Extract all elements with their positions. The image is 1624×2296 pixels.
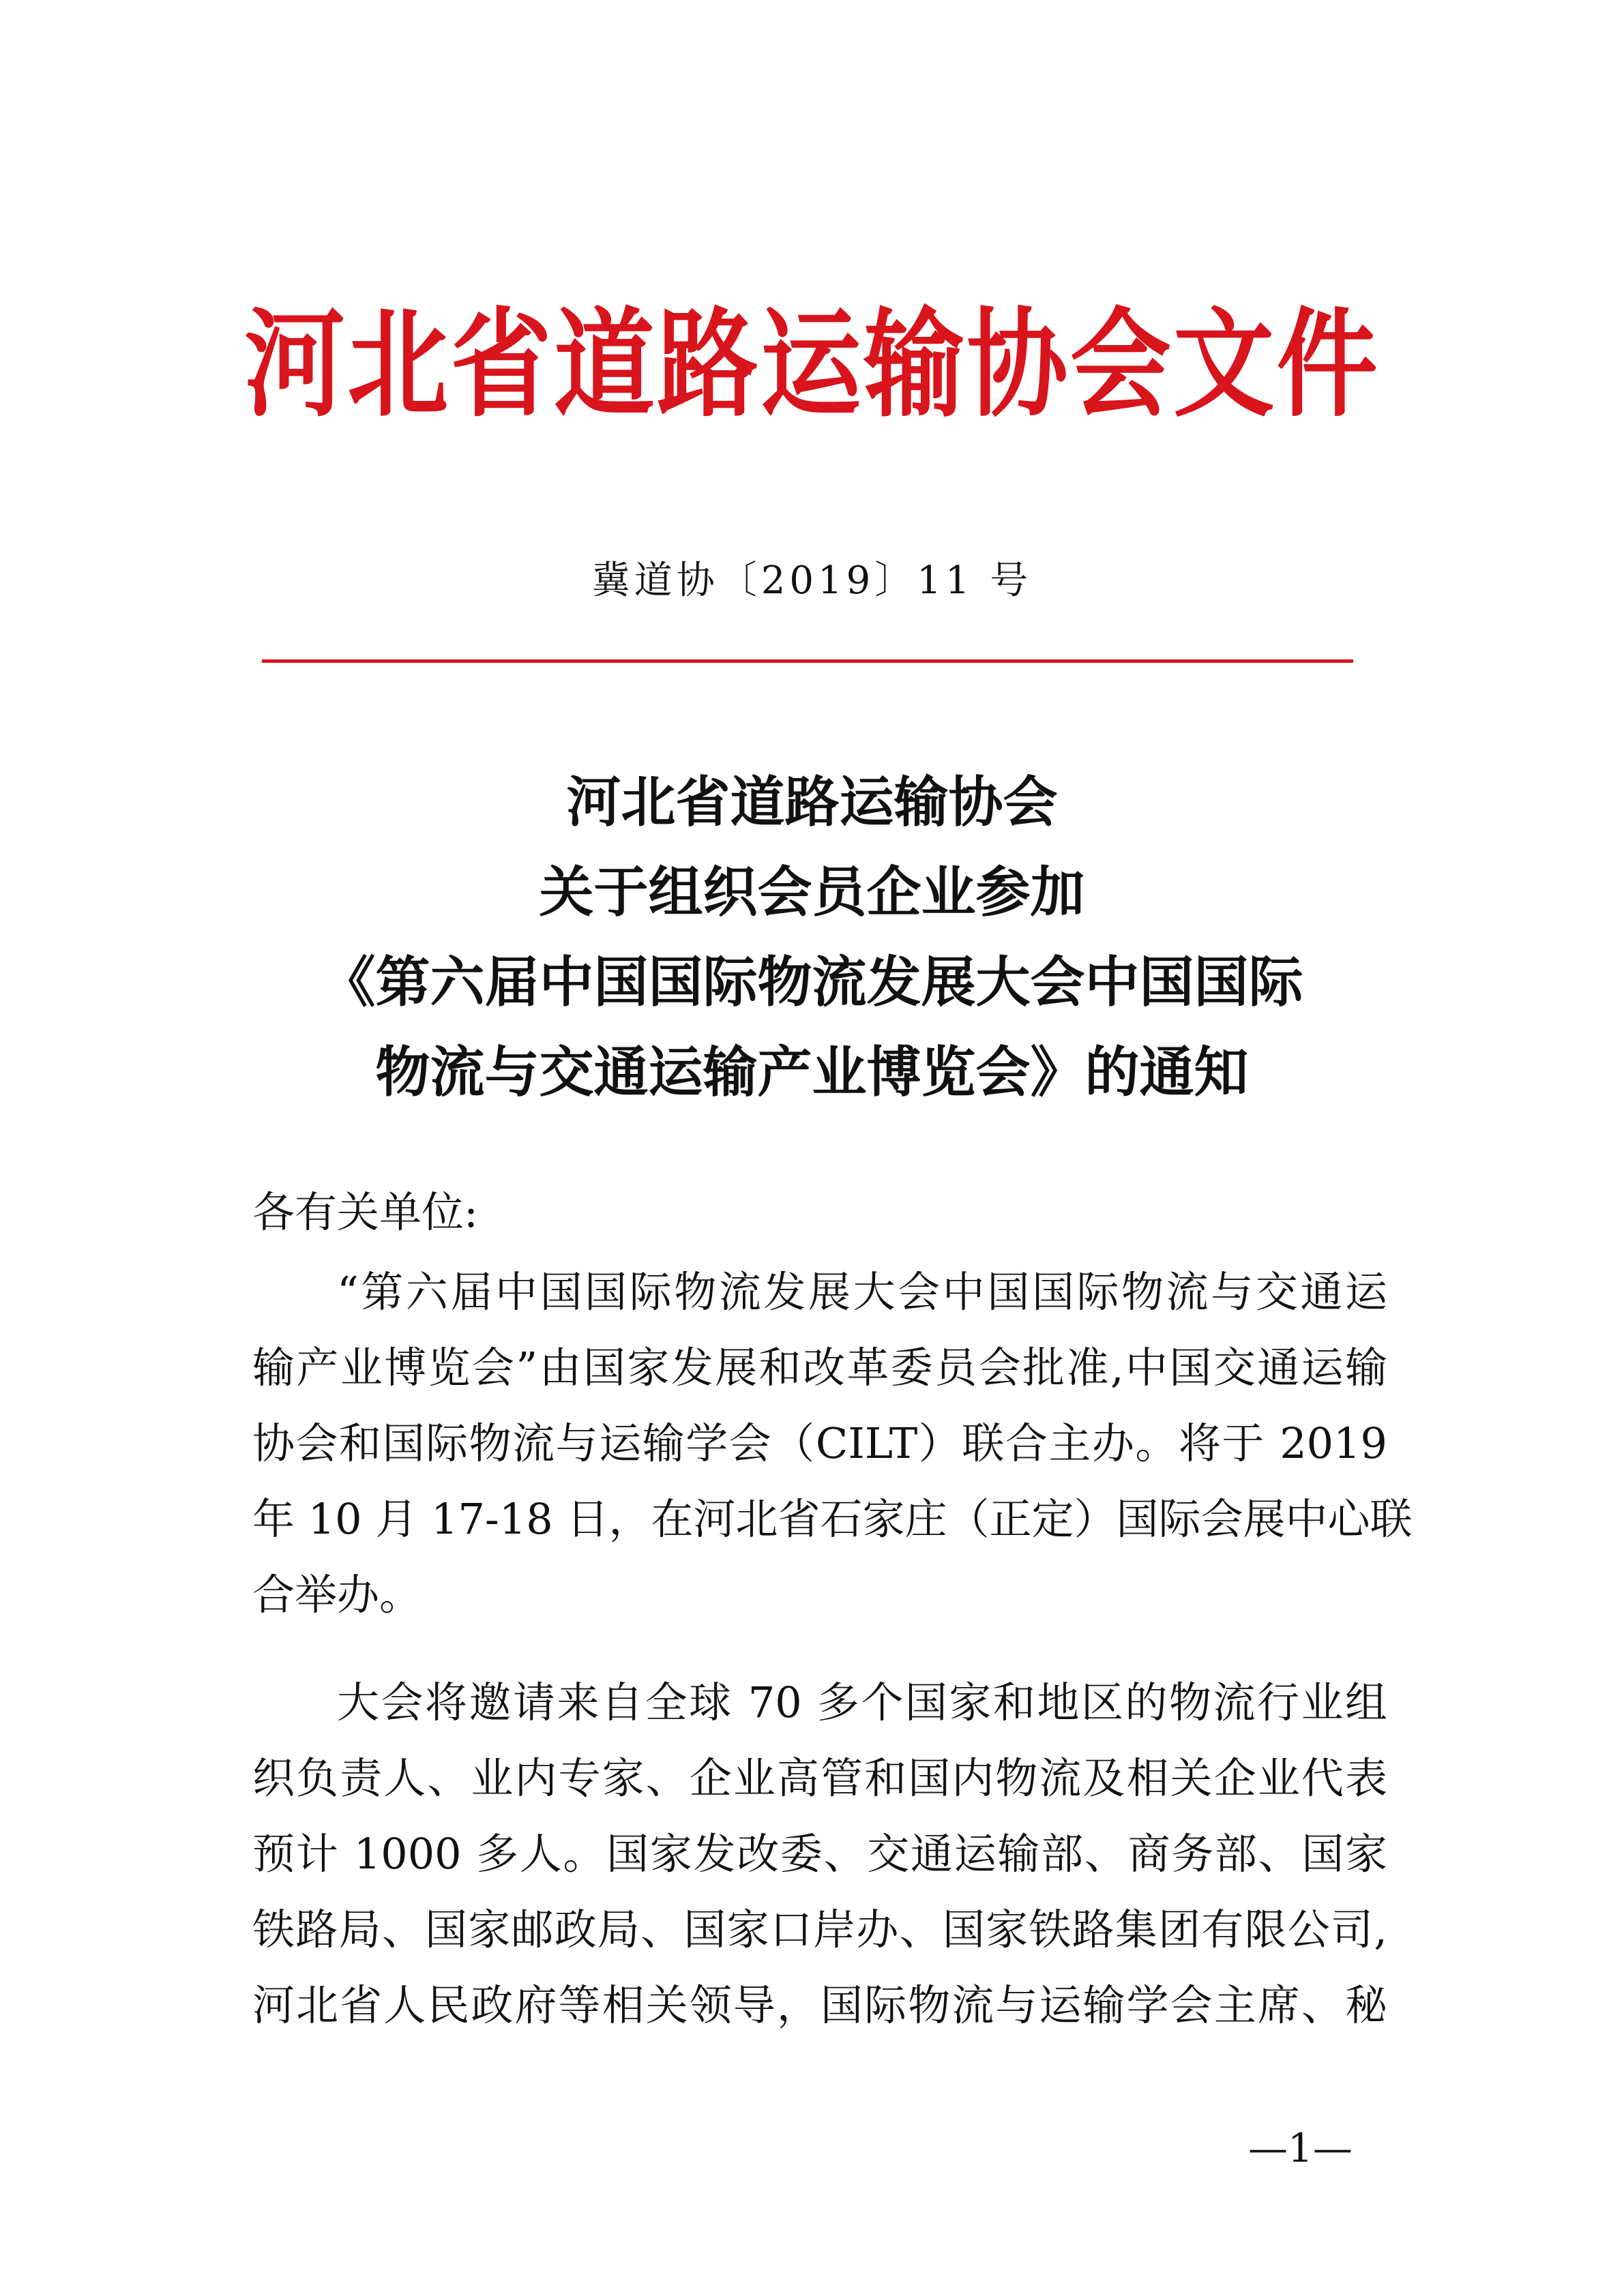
paragraph-line: 年 10 月 17-18 日，在河北省石家庄（正定）国际会展中心联 [252,1494,1413,1544]
paragraph-line: 织负责人、业内专家、企业高管和国内物流及相关企业代表 [252,1753,1387,1803]
paragraph-line: 合举办。 [252,1570,422,1620]
notice-title [0,757,1624,1117]
paragraph-line: 河北省人民政府等相关领导，国际物流与运输学会主席、秘 [252,1980,1387,2030]
paragraph-line: “第六届中国国际物流发展大会中国国际物流与交通运 [337,1267,1387,1317]
paragraph-line: 协会和国际物流与运输学会（CILT）联合主办。将于 2019 [252,1418,1387,1468]
page-number: —1— [1248,2125,1353,2171]
document-header-title: 河北省道路运输协会文件 [244,296,1380,433]
document-number: 冀道协〔2019〕11 号 [591,558,1033,603]
paragraph-line: 铁路局、国家邮政局、国家口岸办、国家铁路集团有限公司, [252,1905,1387,1954]
notice-title-line: 关于组织会员企业参加 [539,860,1085,924]
paragraph-line: 大会将邀请来自全球 70 多个国家和地区的物流行业组 [337,1678,1387,1727]
notice-title-line: 《第六届中国国际物流发展大会中国国际 [321,950,1303,1014]
paragraph-line: 预计 1000 多人。国家发改委、交通运输部、商务部、国家 [252,1829,1387,1879]
notice-title-line: 河北省道路运输协会 [566,770,1058,834]
salutation: 各有关单位: [252,1187,478,1237]
header-divider [262,659,1353,663]
paragraph-line: 输产业博览会”由国家发展和改革委员会批准,中国交通运输 [252,1343,1387,1392]
notice-title-line: 物流与交通运输产业博览会》的通知 [375,1040,1249,1104]
